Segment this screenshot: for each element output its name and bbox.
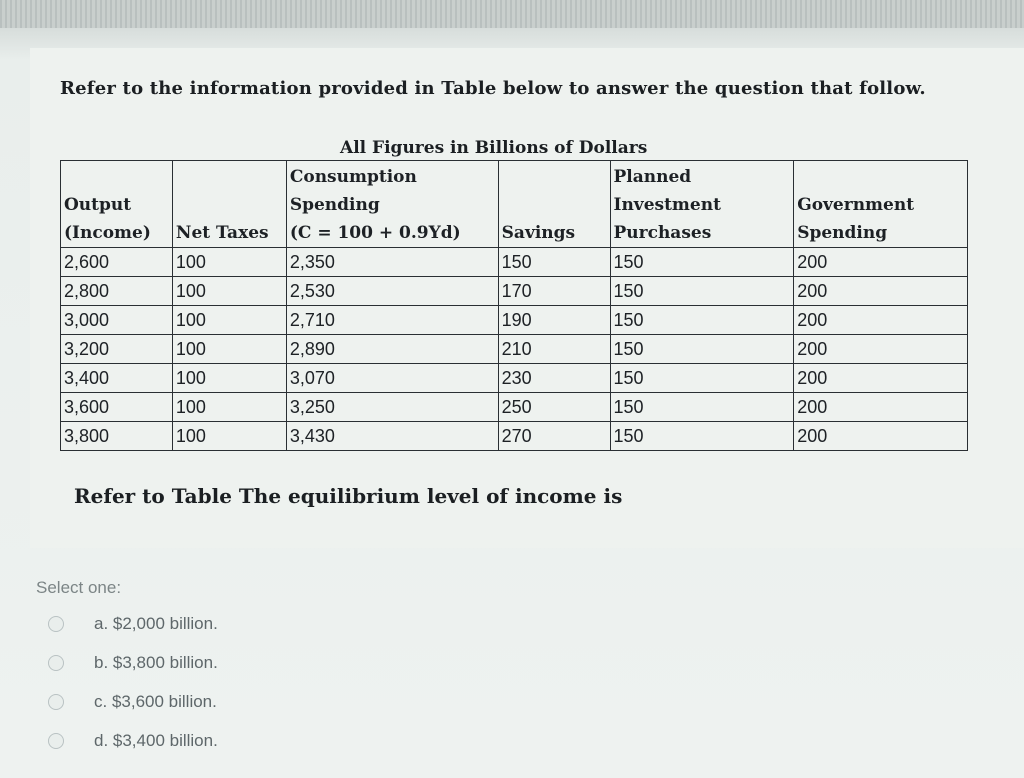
- radio-b[interactable]: [48, 655, 64, 671]
- answer-option-label: d. $3,400 billion.: [94, 731, 218, 750]
- cell-savings: 190: [498, 306, 610, 335]
- cell-net-taxes: 100: [172, 277, 286, 306]
- cell-savings: 270: [498, 422, 610, 451]
- cell-output: 3,400: [61, 364, 173, 393]
- question-prompt: Refer to Table The equilibrium level of income is: [74, 484, 623, 508]
- cell-net-taxes: 100: [172, 306, 286, 335]
- header-output: Output (Income): [61, 161, 173, 248]
- header-net-taxes: Net Taxes: [172, 161, 286, 248]
- top-strip: [0, 0, 1024, 28]
- table-row: [61, 335, 968, 364]
- answer-option-d[interactable]: [48, 729, 218, 753]
- radio-a[interactable]: [48, 616, 64, 632]
- cell-investment: 150: [610, 364, 794, 393]
- cell-government: 200: [794, 422, 968, 451]
- cell-output: 2,800: [61, 277, 173, 306]
- answer-option-c[interactable]: [48, 690, 217, 714]
- cell-consumption: 2,890: [286, 335, 498, 364]
- cell-output: 3,800: [61, 422, 173, 451]
- cell-consumption: 2,710: [286, 306, 498, 335]
- cell-investment: 150: [610, 248, 794, 277]
- cell-output: 3,600: [61, 393, 173, 422]
- cell-investment: 150: [610, 306, 794, 335]
- cell-investment: 150: [610, 422, 794, 451]
- cell-investment: 150: [610, 277, 794, 306]
- income-table: [60, 160, 968, 451]
- table-row: [61, 277, 968, 306]
- cell-net-taxes: 100: [172, 248, 286, 277]
- cell-government: 200: [794, 393, 968, 422]
- answer-option-label: a. $2,000 billion.: [94, 614, 218, 633]
- cell-savings: 150: [498, 248, 610, 277]
- cell-savings: 210: [498, 335, 610, 364]
- cell-government: 200: [794, 364, 968, 393]
- header-savings: Savings: [498, 161, 610, 248]
- radio-c[interactable]: [48, 694, 64, 710]
- cell-government: 200: [794, 277, 968, 306]
- answer-option-label: b. $3,800 billion.: [94, 653, 218, 672]
- answer-option-b[interactable]: [48, 651, 218, 675]
- cell-savings: 230: [498, 364, 610, 393]
- table-body: [61, 248, 968, 451]
- table-row: [61, 248, 968, 277]
- cell-output: 3,000: [61, 306, 173, 335]
- cell-consumption: 3,430: [286, 422, 498, 451]
- table-caption: All Figures in Billions of Dollars: [340, 138, 648, 158]
- table-row: [61, 306, 968, 335]
- cell-government: 200: [794, 248, 968, 277]
- cell-government: 200: [794, 306, 968, 335]
- header-consumption: Consumption Spending (C = 100 + 0.9Yd): [286, 161, 498, 248]
- cell-net-taxes: 100: [172, 335, 286, 364]
- cell-consumption: 3,250: [286, 393, 498, 422]
- cell-output: 3,200: [61, 335, 173, 364]
- answer-option-label: c. $3,600 billion.: [94, 692, 217, 711]
- cell-consumption: 2,350: [286, 248, 498, 277]
- table-header-row: [61, 161, 968, 248]
- table-row: [61, 422, 968, 451]
- cell-output: 2,600: [61, 248, 173, 277]
- select-one-label: Select one:: [36, 578, 122, 597]
- cell-net-taxes: 100: [172, 364, 286, 393]
- cell-government: 200: [794, 335, 968, 364]
- table-row: [61, 393, 968, 422]
- cell-net-taxes: 100: [172, 393, 286, 422]
- cell-consumption: 3,070: [286, 364, 498, 393]
- cell-investment: 150: [610, 335, 794, 364]
- radio-d[interactable]: [48, 733, 64, 749]
- cell-net-taxes: 100: [172, 422, 286, 451]
- answer-option-a[interactable]: [48, 612, 218, 636]
- question-intro: Refer to the information provided in Table below to answer the question that follow.: [60, 78, 926, 99]
- cell-investment: 150: [610, 393, 794, 422]
- cell-consumption: 2,530: [286, 277, 498, 306]
- table-row: [61, 364, 968, 393]
- cell-savings: 250: [498, 393, 610, 422]
- cell-savings: 170: [498, 277, 610, 306]
- header-investment: Planned Investment Purchases: [610, 161, 794, 248]
- header-government: Government Spending: [794, 161, 968, 248]
